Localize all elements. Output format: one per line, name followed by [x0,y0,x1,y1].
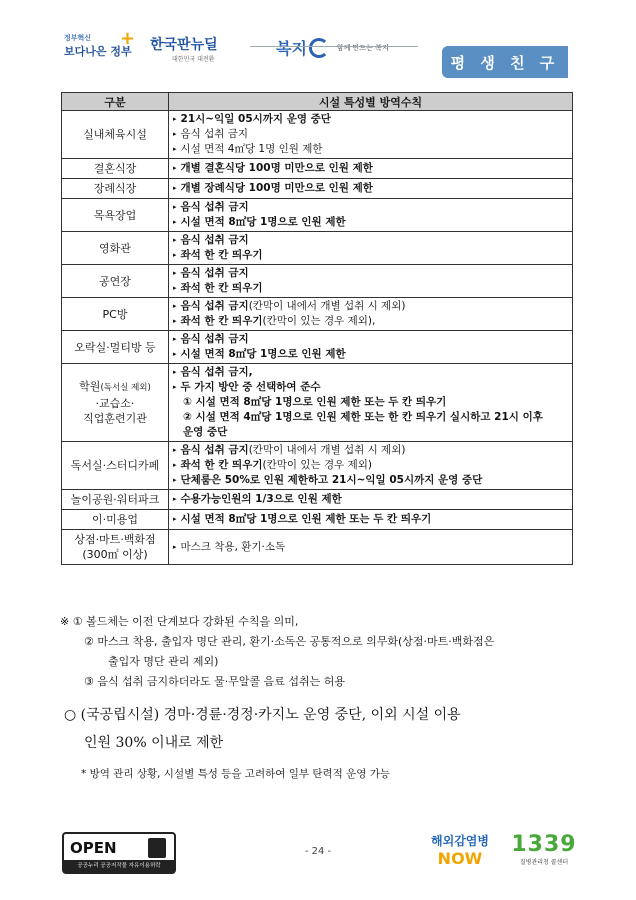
rule-line [173,492,568,507]
category-label: 상점·마트·백화점 [74,533,156,546]
rule-line [173,512,568,527]
rules-cell [169,232,573,265]
category-line: ·교습소· [95,397,135,410]
rule-text: 시설 면적 4㎡당 1명 인원 제한 [180,143,323,155]
table-row [62,265,573,298]
paragraph-line-1: ○ (국공립시설) 경마·경륜·경정·카지노 운영 중단, 이외 시설 이용 [64,707,461,723]
note-2: ② 마스크 착용, 출입자 명단 관리, 환기·소독은 공통적으로 의무화(상점·마트·백화점은 [84,635,495,648]
footnote: * 방역 관리 상황, 시설별 특성 등을 고려하여 일부 탄력적 운영 가능 [81,768,391,780]
callcenter-number: 1339 [511,832,577,857]
rule-line [173,215,568,230]
table-body [62,111,573,565]
bullet-triangle-icon: ▸ [173,145,177,153]
facility-category [62,199,169,232]
rule-text: 시설 면적 8㎡당 1명으로 인원 제한 또는 두 칸 띄우기 [180,513,432,525]
rule-line [173,443,568,458]
facility-category [62,232,169,265]
bullet-triangle-icon: ▸ [173,335,177,343]
rule-line [173,314,568,329]
new-deal-sub: 대한민국 대전환 [172,56,215,63]
bullet-triangle-icon: ▸ [173,476,177,484]
rule-text: 시설 면적 8㎡당 1명으로 인원 제한 [180,216,346,228]
table-row [62,298,573,331]
bullet-triangle-icon: ▸ [173,218,177,226]
open-label: OPEN [70,839,117,857]
rule-note: (칸막이 내에서 개별 섭취 시 제외) [248,300,406,312]
category-label: PC방 [102,307,128,321]
welfare-logo [276,36,389,59]
table-row [62,364,573,442]
rule-line [173,142,568,157]
facility-category [62,265,169,298]
page-number: - 24 - [304,846,332,857]
header-category: 구분 [62,93,169,111]
facility-category [62,179,169,199]
rule-line [173,332,568,347]
facility-category [62,490,169,510]
category-label: 영화관 [99,241,131,255]
header-divider [250,46,418,47]
rule-text: 음식 섭취 금지 [180,333,249,345]
category-label: 놀이공원·워터파크 [70,493,160,506]
rule-text: 음식 섭취 금지 [180,300,249,312]
bullet-triangle-icon: ▸ [173,236,177,244]
facility-rules-table [61,92,573,565]
rule-line [173,458,568,473]
facility-category [62,364,169,442]
bullet-triangle-icon: ▸ [173,461,177,469]
rule-note: (칸막이 내에서 개별 섭취 시 제외) [248,444,406,456]
rules-cell [169,179,573,199]
rule-line [173,540,568,555]
rules-cell [169,331,573,364]
rule-text: 두 가지 방안 중 선택하여 준수 [180,381,321,393]
rules-cell [169,298,573,331]
rule-line [173,410,568,425]
bullet-triangle-icon: ▸ [173,184,177,192]
bullet-triangle-icon: ▸ [173,542,177,551]
bullet-triangle-icon: ▸ [173,495,177,503]
rule-note: (칸막이 있는 경우 제외), [262,315,376,327]
rule-text: 좌석 한 칸 띄우기 [180,282,263,294]
rule-line [173,425,568,440]
national-facility-paragraph [64,701,584,757]
rule-text: 수용가능인원의 1/3으로 인원 제한 [180,493,342,505]
bullet-triangle-icon: ▸ [173,115,177,123]
table-row [62,530,573,565]
facility-category [62,442,169,490]
table-row [62,232,573,265]
bullet-triangle-icon: ▸ [173,203,177,211]
note-3: ③ 음식 섭취 금지하더라도 물·무알콜 음료 섭취는 허용 [84,675,345,688]
rules-cell [169,442,573,490]
rule-line [173,473,568,488]
rule-line [173,200,568,215]
overseas-infection-logo [424,832,496,868]
facility-category [62,331,169,364]
rule-line [173,347,568,362]
rule-text: 개별 장례식당 100명 미만으로 인원 제한 [180,182,373,194]
note-2-cont: 출입자 명단 관리 제외) [108,655,219,668]
bullet-triangle-icon: ▸ [173,515,177,523]
table-header-row [62,93,573,111]
rule-line [173,127,568,142]
facility-category [62,111,169,159]
rules-cell [169,265,573,298]
rule-line [173,365,568,380]
category-label: 이·미용업 [91,513,138,526]
facility-category [62,510,169,530]
bullet-triangle-icon: ▸ [173,446,177,454]
category-label: 결혼식장 [93,162,137,175]
bullet-triangle-icon: ▸ [173,350,177,358]
rule-text: 음식 섭취 금지 [180,267,249,279]
open-sub: 공공누리 공공저작물 자유이용허락 [64,860,174,872]
table-row [62,159,573,179]
callcenter-logo [508,832,580,866]
rule-text: ① 시설 면적 8㎡당 1명으로 인원 제한 또는 두 칸 띄우기 [183,396,447,408]
category-line: 직업훈련기관 [83,412,147,425]
logo-small-text: 정부혁신 [64,34,92,42]
rule-text: 음식 섭취 금지 [180,444,249,456]
rule-line [173,112,568,127]
table-row [62,179,573,199]
rule-line [173,395,568,410]
rule-text: 운영 중단 [183,426,228,438]
table-row [62,490,573,510]
rule-text: 음식 섭취 금지 [180,234,249,246]
bullet-triangle-icon: ▸ [173,317,177,325]
category-label: 장례식장 [93,182,137,195]
table-row [62,510,573,530]
bullet-triangle-icon: ▸ [173,383,177,391]
welfare-logo-tag: 함께 만드는 복지 [336,43,389,52]
plus-icon: + [120,28,136,49]
bullet-triangle-icon: ▸ [173,269,177,277]
table-row [62,111,573,159]
category-label: 목욕장업 [93,208,137,222]
bullet-triangle-icon: ▸ [173,251,177,259]
rule-text: 음식 섭취 금지, [180,366,253,378]
overseas-logo-top: 해외감염병 [431,834,489,848]
rule-line [173,181,568,196]
facility-category [62,298,169,331]
lifelong-friend-tag: 평 생 친 구 [442,46,568,78]
table-row [62,199,573,232]
bullet-triangle-icon: ▸ [173,284,177,292]
rules-cell [169,490,573,510]
category-line: (300㎡ 이상) [82,548,148,561]
callcenter-sub: 질병관리청 콜센터 [519,859,569,866]
rule-line [173,299,568,314]
table-notes [60,612,494,692]
rules-cell [169,199,573,232]
rule-line [173,233,568,248]
category-sublabel: (독서실 제외) [100,383,151,393]
rules-cell [169,159,573,179]
welfare-swirl-icon [309,38,329,58]
category-label: 학원 [79,380,101,393]
rule-line [173,266,568,281]
bullet-triangle-icon: ▸ [173,302,177,310]
rule-line [173,380,568,395]
rule-text: ② 시설 면적 4㎡당 1명으로 인원 제한 또는 한 칸 띄우기 실시하고 21시 이후 [183,411,543,423]
rule-text: 음식 섭취 금지 [180,128,249,140]
category-label: 독서실·스터디카페 [70,459,160,472]
logo-main-text: 보다나은 정부 [64,45,132,58]
rule-text: 단체룸은 50%로 인원 제한하고 21시~익일 05시까지 운영 중단 [180,474,483,486]
header-rules: 시설 특성별 방역수칙 [169,93,573,111]
rules-cell [169,530,573,565]
new-deal-logo [150,34,218,63]
paragraph-line-2: 인원 30% 이내로 제한 [84,735,224,751]
rule-text: 시설 면적 8㎡당 1명으로 인원 제한 [180,348,346,360]
rule-note: (칸막이 있는 경우 제외) [262,459,372,471]
category-label: 오락실·멀티방 등 [74,340,156,354]
rule-text: 음식 섭취 금지 [180,201,249,213]
category-label: 실내체육시설 [83,128,147,141]
rule-line [173,248,568,263]
rule-text: 마스크 착용, 환기·소독 [180,540,286,553]
facility-category [62,530,169,565]
rule-text: 21시~익일 05시까지 운영 중단 [180,113,331,125]
rules-cell [169,364,573,442]
category-label: 공연장 [99,274,131,288]
facility-category [62,159,169,179]
bullet-triangle-icon: ▸ [173,368,177,376]
rule-line [173,161,568,176]
rule-text: 좌석 한 칸 띄우기 [180,249,263,261]
table-row [62,442,573,490]
bullet-triangle-icon: ▸ [173,164,177,172]
table-row [62,331,573,364]
rule-text: 좌석 한 칸 띄우기 [180,459,263,471]
rules-cell [169,510,573,530]
rule-text: 개별 결혼식당 100명 미만으로 인원 제한 [180,162,373,174]
overseas-logo-main: NOW [437,849,483,868]
welfare-logo-main: 복지 [276,39,307,58]
rule-line [173,281,568,296]
bullet-triangle-icon: ▸ [173,130,177,138]
note-1: ※ ① 볼드체는 이전 단계보다 강화된 수칙을 의미, [60,615,299,628]
rule-text: 좌석 한 칸 띄우기 [180,315,263,327]
new-deal-main: 한국판뉴딜 [150,37,218,53]
rules-cell [169,111,573,159]
